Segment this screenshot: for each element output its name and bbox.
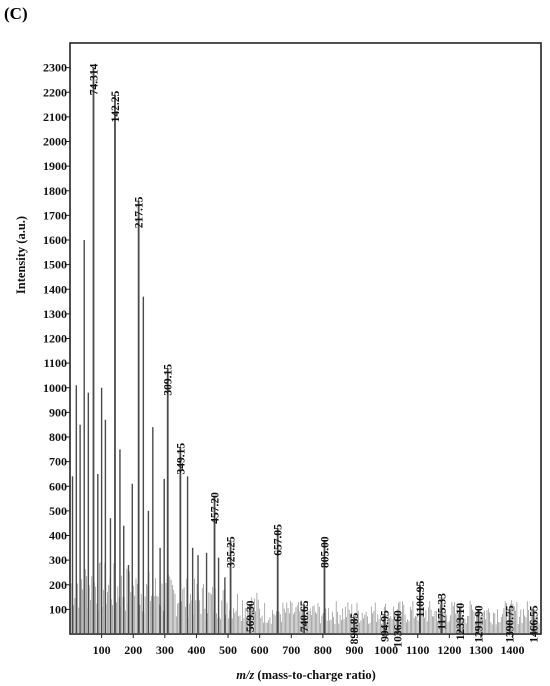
peak-label: 994.95 [379, 610, 392, 642]
x-tick-label: 1300 [468, 643, 493, 657]
peak-label: 217.15 [133, 196, 146, 229]
x-tick-label: 100 [92, 643, 111, 657]
y-tick-label: 400 [49, 528, 67, 543]
x-tick-label: 200 [124, 643, 143, 657]
y-tick-label: 300 [49, 553, 67, 568]
y-tick-label: 2100 [43, 109, 67, 124]
y-tick-label: 200 [49, 577, 67, 592]
y-tick-label: 1200 [43, 331, 67, 346]
unlabeled-peaks [73, 240, 225, 634]
y-tick-label: 700 [49, 454, 67, 469]
y-tick-label: 2300 [43, 60, 67, 75]
x-tick-label: 500 [219, 643, 238, 657]
peak-label: 325.25 [225, 536, 238, 569]
y-tick-label: 900 [49, 405, 67, 420]
x-tick-label: 600 [250, 643, 269, 657]
y-tick-label: 1000 [43, 380, 67, 395]
peak-label: 805.00 [319, 536, 332, 569]
peak-label: 309.15 [162, 364, 175, 396]
peak-label: 457.20 [209, 492, 222, 524]
x-axis-title-rest: (mass-to-charge ratio) [254, 668, 376, 682]
x-tick-label: 1200 [437, 643, 462, 657]
peak-label: 569.30 [244, 600, 257, 633]
x-tick-label: 800 [313, 643, 332, 657]
y-axis-ticks [43, 61, 70, 617]
x-tick-label: 900 [345, 643, 364, 657]
y-tick-label: 500 [49, 503, 67, 518]
peak-label: 1291.90 [473, 605, 486, 643]
y-tick-label: 2200 [43, 85, 67, 100]
peak-label: 1233.10 [454, 602, 467, 641]
x-tick-label: 1100 [406, 643, 430, 657]
peak-label: 142.25 [109, 90, 122, 123]
y-tick-label: 100 [49, 602, 67, 617]
panel-label: (C) [4, 4, 28, 23]
x-tick-label: 1000 [374, 643, 399, 657]
peak-label: 657.05 [272, 524, 285, 556]
y-tick-label: 1600 [43, 233, 67, 247]
x-axis-title [236, 668, 376, 682]
peak-label: 1390.75 [504, 605, 517, 643]
y-tick-label: 1500 [43, 257, 67, 272]
x-tick-label: 1400 [500, 643, 525, 657]
plot-area-frame [70, 43, 541, 634]
y-tick-label: 800 [49, 430, 67, 444]
y-tick-label: 600 [49, 479, 67, 494]
y-tick-label: 1300 [43, 306, 67, 321]
x-tick-label: 300 [155, 643, 174, 657]
peak-label: 898.85 [349, 612, 362, 645]
peak-label: 1036.60 [392, 610, 405, 648]
peak-label: 349.15 [175, 442, 188, 475]
peak-label: 1175.33 [436, 593, 449, 630]
y-tick-label: 1800 [43, 183, 67, 198]
x-tick-label: 700 [282, 643, 301, 657]
peak-label: 1466.55 [528, 605, 541, 643]
peak-label: 74.314 [88, 63, 101, 96]
x-tick-label: 400 [187, 643, 206, 657]
y-tick-label: 2000 [43, 134, 67, 149]
peak-label: 1106.95 [414, 580, 427, 618]
peak-label: 740.65 [299, 600, 312, 633]
y-tick-label: 1100 [43, 356, 67, 371]
x-axis-title-italic: m/z [236, 668, 255, 682]
y-tick-label: 1400 [43, 282, 67, 297]
peak-labels [88, 63, 540, 647]
y-axis-title: Intensity (a.u.) [14, 215, 28, 295]
y-tick-label: 1700 [43, 208, 67, 223]
y-tick-label: 1900 [43, 159, 67, 174]
